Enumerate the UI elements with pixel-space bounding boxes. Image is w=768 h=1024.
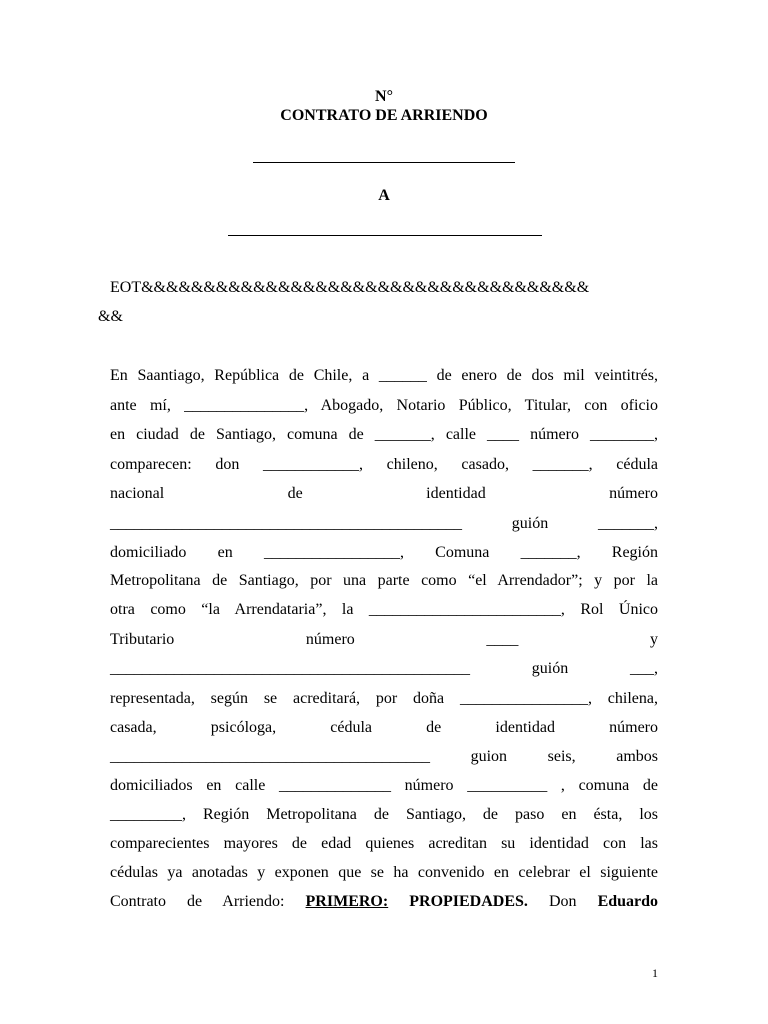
body-line: Metropolitana de Santiago, por una parte como “el Arrendador”; y por la xyxy=(110,572,658,589)
body-line: ante mí, _______________, Abogado, Notario Público, Titular, con oficio xyxy=(110,397,658,414)
body-line: cédulas ya anotadas y exponen que se ha convenido en celebrar el siguiente xyxy=(110,864,658,881)
body-line: representada, según se acreditará, por doña ________________, chilena, xyxy=(110,690,658,707)
body-line: domiciliados en calle ______________ número __________ , comuna de xyxy=(110,777,658,794)
eot-marker-line: EOT&&&&&&&&&&&&&&&&&&&&&&&&&&&&&&&&&&&& xyxy=(110,279,590,296)
party-name: Eduardo xyxy=(597,893,659,910)
body-line: ____________________________________________ guión _______, xyxy=(110,515,658,532)
body-last-line xyxy=(110,892,658,912)
body-line: comparecientes mayores de edad quienes acreditan su identidad con las xyxy=(110,835,658,852)
party-one-blank-line xyxy=(253,162,515,163)
don-word: Don xyxy=(548,893,577,910)
body-line: en ciudad de Santiago, comuna de _______, calle ____ número ________, xyxy=(110,426,658,443)
clause-label: PRIMERO: xyxy=(305,893,389,910)
body-line: _________, Región Metropolitana de Santiago, de paso en ésta, los xyxy=(110,806,658,823)
party-two-blank-line xyxy=(228,235,542,236)
eot-marker-continuation: && xyxy=(98,308,123,325)
clause-title: PROPIEDADES. xyxy=(409,893,528,910)
body-line: _____________________________________________ guión ___, xyxy=(110,660,658,677)
body-line: casada, psicóloga, cédula de identidad número xyxy=(110,719,658,736)
connector-a: A xyxy=(378,187,390,204)
contract-title: CONTRATO DE ARRIENDO xyxy=(280,107,488,124)
last-line-prefix: Contrato de Arriendo: xyxy=(110,893,285,910)
body-line: domiciliado en _________________, Comuna _______, Región xyxy=(110,544,658,561)
body-line: Tributario número ____ y xyxy=(110,631,658,648)
body-line: otra como “la Arrendataria”, la ________________________, Rol Único xyxy=(110,601,658,618)
body-line: comparecen: don ____________, chileno, casado, _______, cédula xyxy=(110,456,658,473)
contract-number-label: N° xyxy=(375,88,393,105)
page-number: 1 xyxy=(652,966,658,980)
body-line: ________________________________________ guion seis, ambos xyxy=(110,748,658,765)
body-line: En Saantiago, República de Chile, a ______ de enero de dos mil veintitrés, xyxy=(110,367,658,384)
body-line: nacional de identidad número xyxy=(110,485,658,502)
